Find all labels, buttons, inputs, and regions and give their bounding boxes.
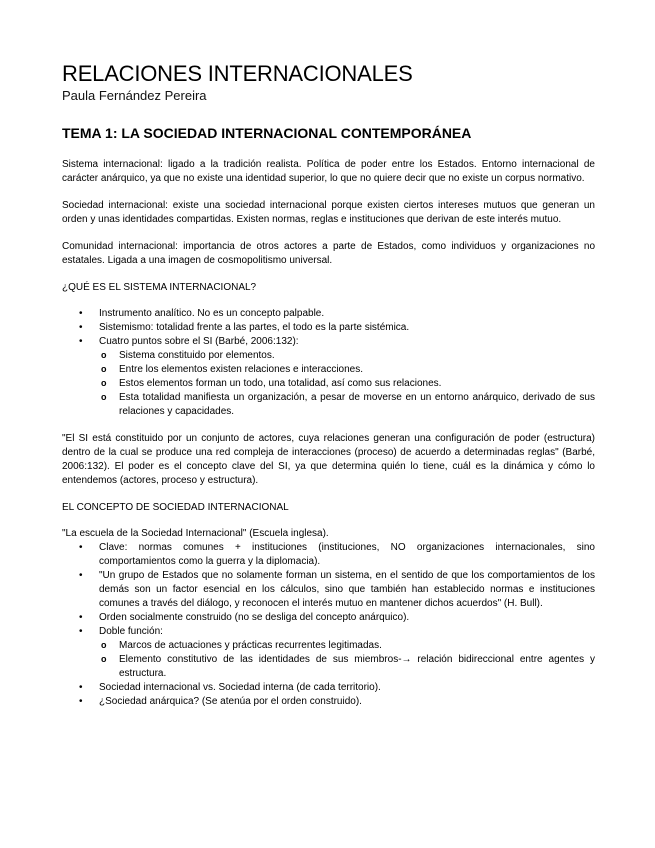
sub-list-item: o Sistema constituido por elementos.	[99, 349, 595, 363]
bullet-list-sistema	[62, 307, 595, 419]
list-item-text: Cuatro puntos sobre el SI (Barbé, 2006:132):	[99, 336, 299, 347]
paragraph-sistema: Sistema internacional: ligado a la tradición realista. Política de poder entre los Estados. Entorno internacional de carácter anárquico, ya que no existe una identidad superior, lo que no quiere decir que no existe un corpus normativo.	[62, 159, 595, 184]
list-item: • ¿Sociedad anárquica? (Se atenúa por el orden construido).	[62, 695, 595, 709]
heading-concepto: EL CONCEPTO DE SOCIEDAD INTERNACIONAL	[62, 502, 289, 513]
sub-bullet-list	[99, 639, 595, 681]
list-item	[62, 335, 595, 419]
list-item: • Clave: normas comunes + instituciones (instituciones, NO organizaciones internacionales, sino comportamientos como la guerra y la diplomacia).	[62, 541, 595, 569]
sub-list-item: o Estos elementos forman un todo, una totalidad, así como sus relaciones.	[99, 377, 595, 391]
paragraph-quote-barbe: "El SI está constituido por un conjunto de actores, cuya relaciones generan una configuración de poder (estructura) dentro de la cual se produce una red compleja de interacciones (proceso) de acuerdo a determinadas reglas" (Barbé, 2006:132). El poder es el concepto clave del SI, ya que determina quién lo tiene, cuál es la dinámica y cómo lo entendemos (actores, proceso y estructura).	[62, 433, 595, 486]
sub-list-item: o Esta totalidad manifiesta un organización, a pesar de moverse en un entorno anárquico, derivado de sus relaciones y capacidades.	[99, 391, 595, 419]
list-item: • Sistemismo: totalidad frente a las partes, el todo es la parte sistémica.	[62, 321, 595, 335]
bullet-list-concepto	[62, 541, 595, 709]
list-item	[62, 625, 595, 681]
list-item: • Instrumento analítico. No es un concepto palpable.	[62, 307, 595, 321]
list-item-text: Doble función:	[99, 626, 163, 637]
heading-que-es: ¿QUÉ ES EL SISTEMA INTERNACIONAL?	[62, 282, 257, 293]
list-item: • Sociedad internacional vs. Sociedad interna (de cada territorio).	[62, 681, 595, 695]
sub-list-item: o Marcos de actuaciones y prácticas recurrentes legitimadas.	[99, 639, 595, 653]
paragraph-sociedad: Sociedad internacional: existe una sociedad internacional porque existen ciertos intereses mutuos que generan un orden y unas identidades compartidas. Existen normas, reglas e instituciones que derivan de este interés mutuo.	[62, 200, 595, 225]
sub-list-item: o Elemento constitutivo de las identidades de sus miembros-→ relación bidireccional entre agentes y estructura.	[99, 653, 595, 681]
paragraph-escuela: "La escuela de la Sociedad Internacional" (Escuela inglesa).	[62, 528, 329, 539]
sub-list-item: o Entre los elementos existen relaciones e interacciones.	[99, 363, 595, 377]
list-item: • Orden socialmente construido (no se desliga del concepto anárquico).	[62, 611, 595, 625]
author-name: Paula Fernández Pereira	[62, 88, 207, 103]
document-title: RELACIONES INTERNACIONALES	[62, 61, 413, 86]
section-title: TEMA 1: LA SOCIEDAD INTERNACIONAL CONTEMPORÁNEA	[62, 125, 472, 141]
list-item: • "Un grupo de Estados que no solamente forman un sistema, en el sentido de que los comportamientos de los demás son un factor esencial en los cálculos, sino que también han establecido normas e instituciones comunes a través del diálogo, y reconocen el interés mutuo en mantener dichos acuerdos" (H. Bull).	[62, 569, 595, 611]
paragraph-comunidad: Comunidad internacional: importancia de otros actores a parte de Estados, como individuos y organizaciones no estatales. Ligada a una imagen de cosmopolitismo universal.	[62, 241, 595, 266]
sub-bullet-list	[99, 349, 595, 419]
document-page	[62, 60, 595, 709]
